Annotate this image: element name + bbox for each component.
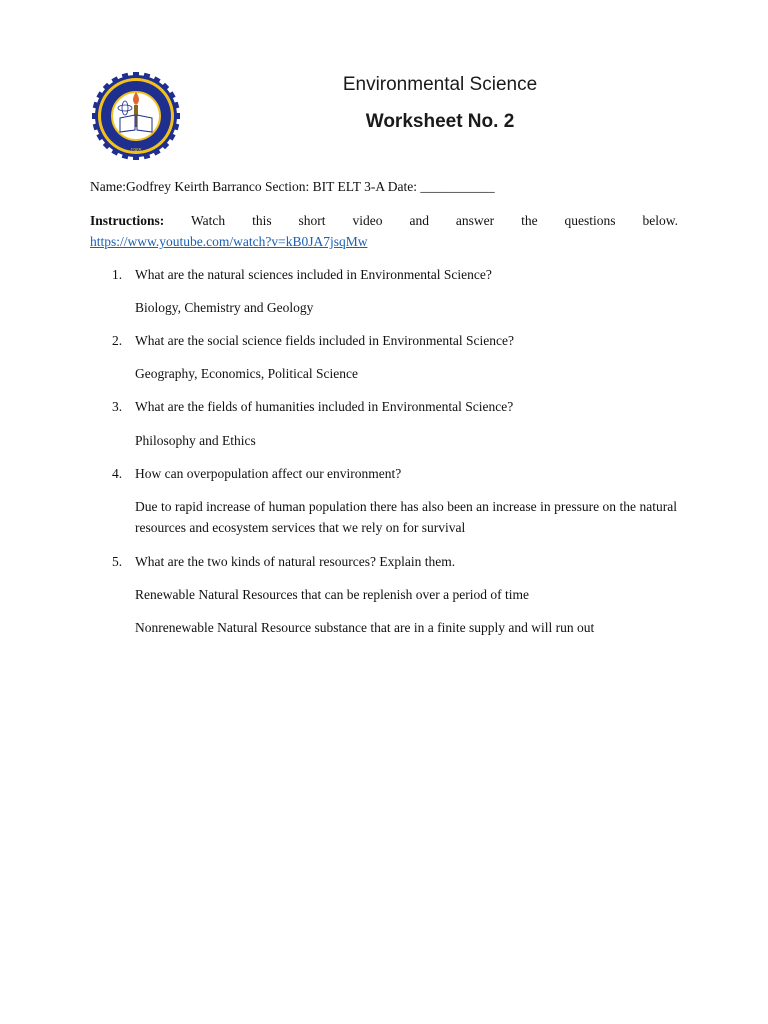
- question-number: 2.: [112, 333, 123, 348]
- instructions-paragraph: [90, 210, 678, 231]
- instructions-text: Watch this short video and answer the questions below.: [190, 213, 678, 228]
- answer-text: Geography, Economics, Political Science: [135, 366, 358, 381]
- video-link[interactable]: https://www.youtube.com/watch?v=kB0JA7jsqMw: [90, 234, 368, 249]
- worksheet-subject-title: Environmental Science: [342, 74, 538, 95]
- video-link-line: [90, 231, 678, 252]
- answer-text: Renewable Natural Resources that can be replenish over a period of time: [135, 587, 529, 602]
- worksheet-number-title: Worksheet No. 2: [365, 111, 515, 132]
- question-text: How can overpopulation affect our environment?: [135, 466, 402, 481]
- answer-text: Nonrenewable Natural Resource substance that are in a finite supply and will run out: [135, 620, 595, 635]
- question-number: 4.: [112, 466, 123, 481]
- question-text: What are the social science fields included in Environmental Science?: [135, 333, 514, 348]
- question-text: What are the fields of humanities included in Environmental Science?: [135, 399, 514, 414]
- answer-text: Due to rapid increase of human population there has also been an increase in pressure on the natural resources and ecosystem services that we rely on for survival: [135, 499, 677, 535]
- question-number: 1.: [112, 267, 123, 282]
- student-info-line: Name:Godfrey Keirth Barranco Section: BIT ELT 3-A Date: ___________: [90, 179, 495, 194]
- answer-text: Biology, Chemistry and Geology: [135, 300, 314, 315]
- svg-text:1965: 1965: [130, 148, 142, 154]
- question-text: What are the natural sciences included in Environmental Science?: [135, 267, 492, 282]
- answer-text: Philosophy and Ethics: [135, 433, 256, 448]
- question-number: 3.: [112, 399, 123, 414]
- question-text: What are the two kinds of natural resources? Explain them.: [135, 554, 456, 569]
- instructions-label: Instructions:: [90, 213, 165, 228]
- university-seal-logo: [82, 72, 192, 160]
- question-number: 5.: [112, 554, 123, 569]
